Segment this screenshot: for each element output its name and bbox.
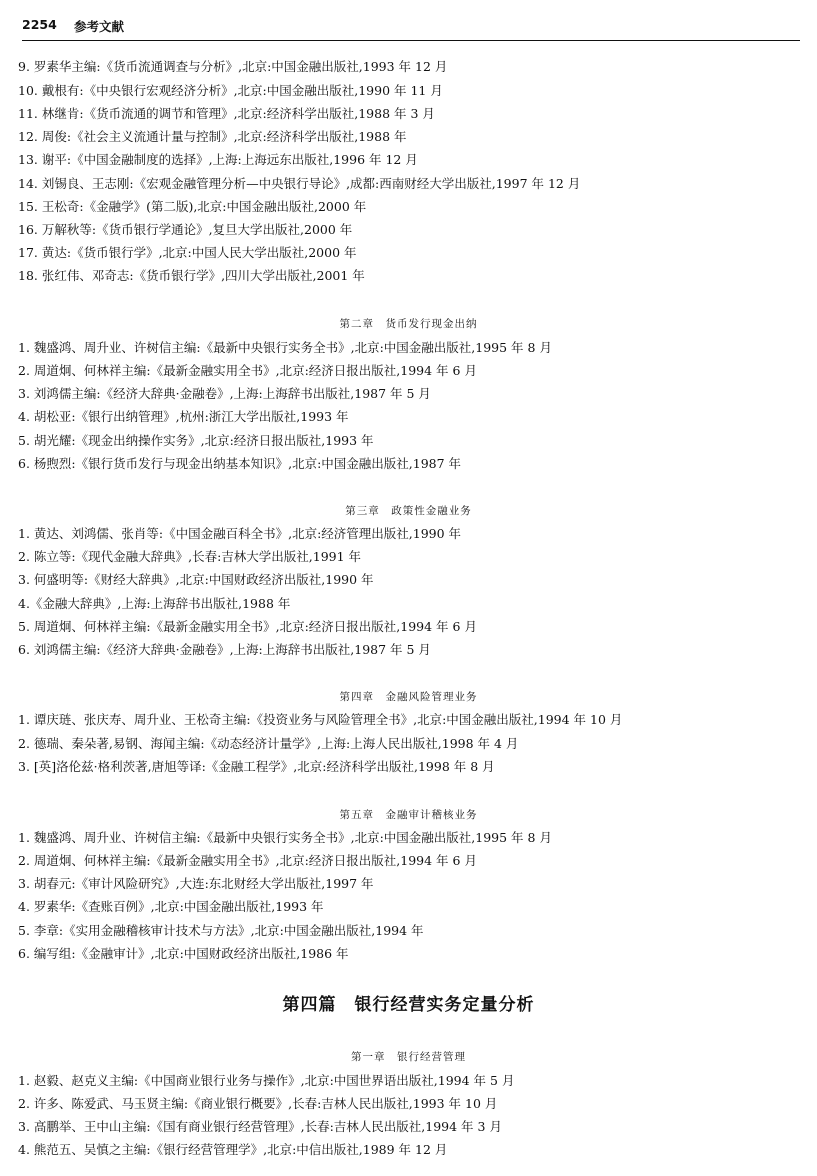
chapter-heading: 第二章 货币发行现金出纳 xyxy=(339,318,478,330)
reference-item: 6. 杨煦烈:《银行货币发行与现金出纳基本知识》,北京:中国金融出版社,1987 年 xyxy=(18,456,462,471)
header-title: 参考文献 xyxy=(74,19,125,34)
chapter-heading: 第五章 金融审计稽核业务 xyxy=(339,809,478,821)
page-number: 2254 xyxy=(22,17,57,32)
reference-item: 10. 戴根有:《中央银行宏观经济分析》,北京:中国金融出版社,1990 年 11 月 xyxy=(18,83,443,98)
reference-item: 3. 胡春元:《审计风险研究》,大连:东北财经大学出版社,1997 年 xyxy=(18,876,374,891)
reference-item: 4. 熊范五、吴慎之主编:《银行经营管理学》,北京:中信出版社,1989 年 12 月 xyxy=(18,1142,448,1157)
reference-item: 2. 周道炯、何林祥主编:《最新金融实用全书》,北京:经济日报出版社,1994 年 6 月 xyxy=(18,853,477,868)
reference-item: 2. 许多、陈爱武、马玉贤主编:《商业银行概要》,长春:吉林人民出版社,1993 年 10 月 xyxy=(18,1096,498,1111)
reference-item: 3. 何盛明等:《财经大辞典》,北京:中国财政经济出版社,1990 年 xyxy=(18,572,374,587)
running-header xyxy=(22,14,800,41)
part-heading: 第四篇 银行经营实务定量分析 xyxy=(282,995,535,1015)
reference-item: 1. 谭庆琏、张庆寿、周升业、王松奇主编:《投资业务与风险管理全书》,北京:中国金融出版社,1994 年 10 月 xyxy=(18,712,623,727)
reference-item: 15. 王松奇:《金融学》(第二版),北京:中国金融出版社,2000 年 xyxy=(18,199,367,214)
reference-item: 5. 周道炯、何林祥主编:《最新金融实用全书》,北京:经济日报出版社,1994 年 6 月 xyxy=(18,619,477,634)
reference-item: 12. 周俊:《社会主义流通计量与控制》,北京:经济科学出版社,1988 年 xyxy=(18,129,407,144)
reference-item: 3. 刘鸿儒主编:《经济大辞典·金融卷》,上海:上海辞书出版社,1987 年 5 月 xyxy=(18,386,431,401)
reference-item: 6. 刘鸿儒主编:《经济大辞典·金融卷》,上海:上海辞书出版社,1987 年 5 月 xyxy=(18,642,431,657)
reference-item: 16. 万解秋等:《货币银行学通论》,复旦大学出版社,2000 年 xyxy=(18,222,353,237)
reference-item: 14. 刘锡良、王志刚:《宏观金融管理分析—中央银行导论》,成都:西南财经大学出版社,1997 年 12 月 xyxy=(18,176,581,191)
reference-item: 1. 赵毅、赵克义主编:《中国商业银行业务与操作》,北京:中国世界语出版社,1994 年 5 月 xyxy=(18,1073,515,1088)
reference-item: 4. 罗素华:《查账百例》,北京:中国金融出版社,1993 年 xyxy=(18,899,324,914)
reference-item: 2. 周道炯、何林祥主编:《最新金融实用全书》,北京:经济日报出版社,1994 年 6 月 xyxy=(18,363,477,378)
chapter-heading: 第一章 银行经营管理 xyxy=(351,1051,466,1063)
reference-item: 5. 李章:《实用金融稽核审计技术与方法》,北京:中国金融出版社,1994 年 xyxy=(18,923,424,938)
reference-item: 2. 德瑞、秦朵著,易钢、海闻主编:《动态经济计量学》,上海:上海人民出版社,1998 年 4 月 xyxy=(18,736,519,751)
chapter-heading: 第三章 政策性金融业务 xyxy=(345,505,472,517)
reference-item: 4.《金融大辞典》,上海:上海辞书出版社,1988 年 xyxy=(18,596,291,611)
reference-item: 3. 高鹏举、王中山主编:《国有商业银行经营管理》,长春:吉林人民出版社,1994 年 3 月 xyxy=(18,1119,502,1134)
reference-item: 3. [英]洛伦兹·格利茨著,唐旭等译:《金融工程学》,北京:经济科学出版社,1998 年 8 月 xyxy=(18,759,495,774)
reference-item: 13. 谢平:《中国金融制度的选择》,上海:上海远东出版社,1996 年 12 月 xyxy=(18,152,418,167)
reference-item: 11. 林继肯:《货币流通的调节和管理》,北京:经济科学出版社,1988 年 3 月 xyxy=(18,106,435,121)
reference-item: 4. 胡松亚:《银行出纳管理》,杭州:浙江大学出版社,1993 年 xyxy=(18,409,349,424)
reference-item: 6. 编写组:《金融审计》,北京:中国财政经济出版社,1986 年 xyxy=(18,946,349,961)
chapter-heading: 第四章 金融风险管理业务 xyxy=(339,691,478,703)
reference-item: 1. 魏盛鸿、周升业、许树信主编:《最新中央银行实务全书》,北京:中国金融出版社,1995 年 8 月 xyxy=(18,340,552,355)
reference-item: 1. 黄达、刘鸿儒、张肖等:《中国金融百科全书》,北京:经济管理出版社,1990 年 xyxy=(18,526,462,541)
reference-item: 18. 张红伟、邓奇志:《货币银行学》,四川大学出版社,2001 年 xyxy=(18,268,365,283)
reference-item: 9. 罗素华主编:《货币流通调查与分析》,北京:中国金融出版社,1993 年 12 月 xyxy=(18,59,448,74)
reference-item: 17. 黄达:《货币银行学》,北京:中国人民大学出版社,2000 年 xyxy=(18,245,357,260)
reference-item: 5. 胡光耀:《现金出纳操作实务》,北京:经济日报出版社,1993 年 xyxy=(18,433,374,448)
reference-item: 2. 陈立等:《现代金融大辞典》,长春:吉林大学出版社,1991 年 xyxy=(18,549,362,564)
reference-item: 1. 魏盛鸿、周升业、许树信主编:《最新中央银行实务全书》,北京:中国金融出版社,1995 年 8 月 xyxy=(18,830,552,845)
